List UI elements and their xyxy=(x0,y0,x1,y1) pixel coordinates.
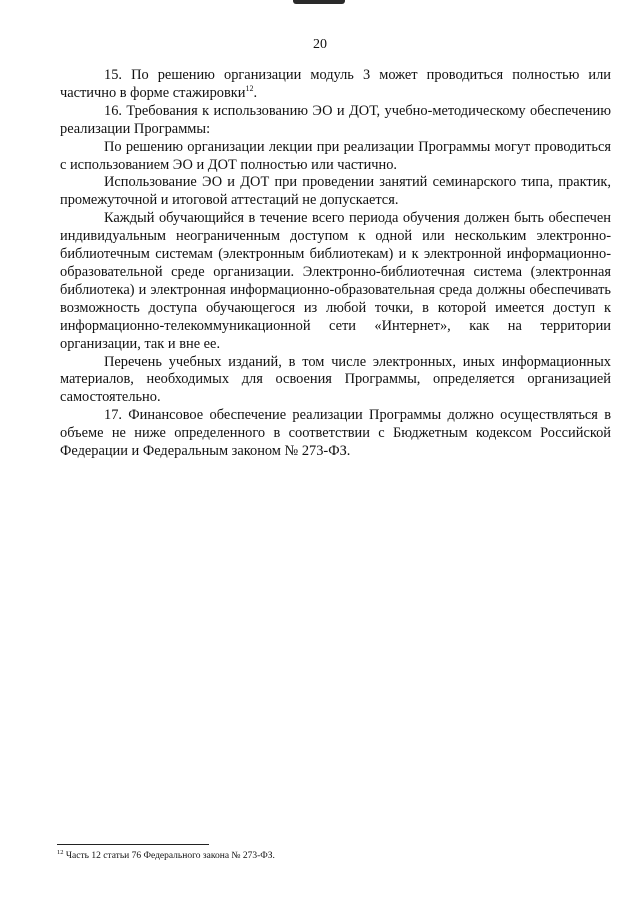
footnote-marker: 12 xyxy=(57,848,64,856)
paragraph-text: 15. По решению организации модуль 3 может проводиться полностью или частично в форме стажировки xyxy=(60,67,611,101)
scan-artifact xyxy=(293,0,345,4)
paragraph-library-access: Каждый обучающийся в течение всего периода обучения должен быть обеспечен индивидуальным неограниченным доступом к одной или нескольким электронно-библиотечным системам (электронным библиотекам) и к электронной информационно-образовательной среде организации. Электронно-библиотечная система (электронная библиотека) и электронная информационно-образовательная среда должны обеспечивать возможность доступа обучающегося из любой точки, в которой имеется доступ к информационно-телекоммуникационной сети «Интернет», как на территории организации, так и вне ее. xyxy=(60,210,611,352)
paragraph-materials: Перечень учебных изданий, в том числе электронных, иных информационных материалов, необходимых для освоения Программы, определяется организацией самостоятельно. xyxy=(60,353,611,406)
footnote xyxy=(57,850,611,862)
paragraph-item-17: 17. Финансовое обеспечение реализации Программы должно осуществляться в объеме не ниже определенного в соответствии с Бюджетным кодексом Российской Федерации и Федеральным законом № 273-ФЗ. xyxy=(60,407,611,460)
document-body xyxy=(60,67,611,461)
paragraph-lectures: По решению организации лекции при реализации Программы могут проводиться с использованием ЭО и ДОТ полностью или частично. xyxy=(60,138,611,173)
footnote-text: Часть 12 статьи 76 Федерального закона № 273-ФЗ. xyxy=(65,851,275,861)
paragraph-item-16: 16. Требования к использованию ЭО и ДОТ, учебно-методическому обеспечению реализации Программы: xyxy=(60,102,611,137)
footnote-reference[interactable]: 12 xyxy=(245,84,254,94)
paragraph-restrictions: Использование ЭО и ДОТ при проведении занятий семинарского типа, практик, промежуточной и итоговой аттестаций не допускается. xyxy=(60,174,611,209)
page-number: 20 xyxy=(313,37,327,52)
paragraph-item-15 xyxy=(60,67,611,103)
footnote-divider xyxy=(57,844,209,845)
paragraph-end-punctuation: . xyxy=(253,84,258,101)
